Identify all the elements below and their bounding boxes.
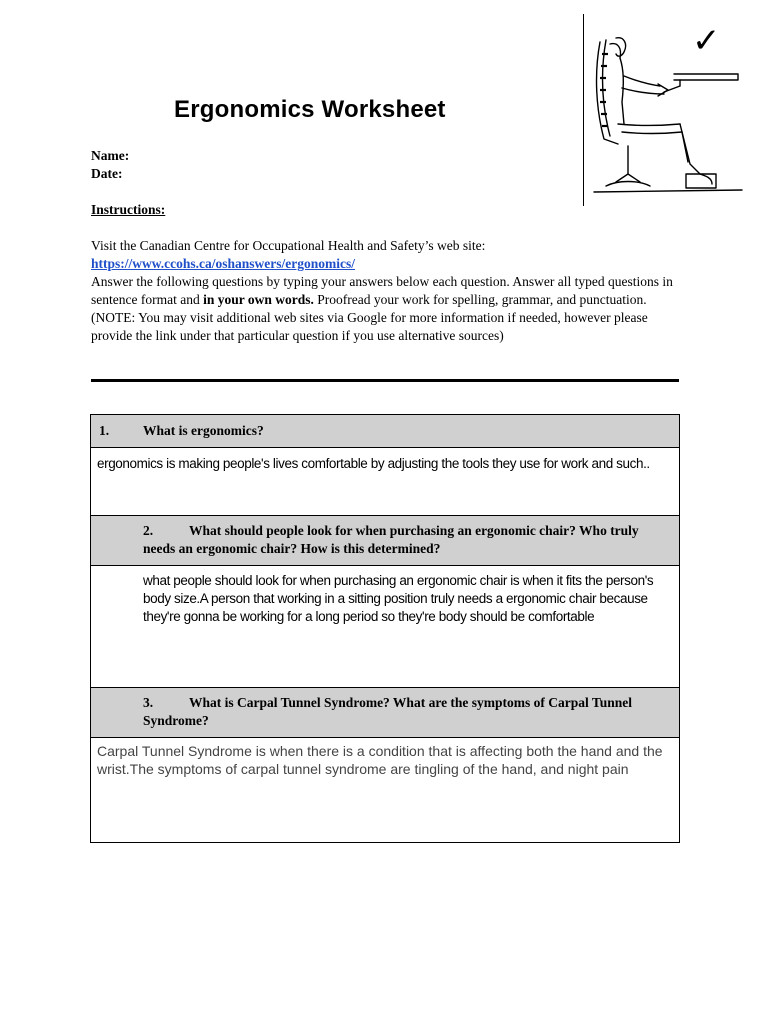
answer-2[interactable] (91, 566, 679, 688)
seated-person-illustration (588, 14, 744, 194)
section-divider (91, 379, 679, 382)
instructions-text-1: Answer the following questions by typing your answers below each question. Answer all typed questions in sentence format and (91, 274, 673, 307)
answer-3-text: Carpal Tunnel Syndrome is when there is a condition that is affecting both the hand and the wrist.The symptoms of carpal tunnel syndrome are tingling of the hand, and night pain (97, 743, 663, 777)
answer-3[interactable] (91, 738, 679, 842)
question-2-number: 2. (143, 523, 154, 538)
question-3-number: 3. (143, 695, 154, 710)
instructions-text-2: Proofread your work for spelling, grammar, and punctuation. (NOTE: You may visit additional web sites via Google for more information if needed, however please provide the link under that particular question if you use alternative sources) (91, 292, 648, 343)
question-2-text: What should people look for when purchasing an ergonomic chair? Who truly needs an ergonomic chair? How is this determined? (143, 523, 639, 556)
answer-2-text: what people should look for when purchasing an ergonomic chair is when it fits the person's body size.A person that working in a sitting position truly needs a ergonomic chair because they're gonna be working for a long period so they're body should be comfortable (143, 573, 654, 624)
question-1-number: 1. (99, 423, 110, 438)
questions-table (90, 414, 680, 843)
question-2 (91, 516, 679, 566)
name-label: Name: (91, 148, 130, 163)
question-1-text: What is ergonomics? (143, 423, 264, 438)
visit-text: Visit the Canadian Centre for Occupational Health and Safety’s web site: (91, 238, 486, 253)
ccohs-link[interactable]: https://www.ccohs.ca/oshanswers/ergonomics/ (91, 256, 355, 271)
header-divider (583, 14, 584, 206)
answer-1-text: ergonomics is making people's lives comfortable by adjusting the tools they use for work and such.. (97, 456, 650, 471)
date-label: Date: (91, 166, 123, 181)
answer-1[interactable] (91, 448, 679, 516)
question-3 (91, 688, 679, 738)
question-1 (91, 415, 679, 448)
instructions-emphasis: in your own words. (203, 292, 314, 307)
instructions-paragraph (91, 273, 681, 345)
question-3-text: What is Carpal Tunnel Syndrome? What are the symptoms of Carpal Tunnel Syndrome? (143, 695, 632, 728)
check-icon: ✓ (692, 21, 721, 61)
instructions-heading: Instructions: (91, 202, 166, 217)
worksheet-title: Ergonomics Worksheet (174, 96, 446, 123)
